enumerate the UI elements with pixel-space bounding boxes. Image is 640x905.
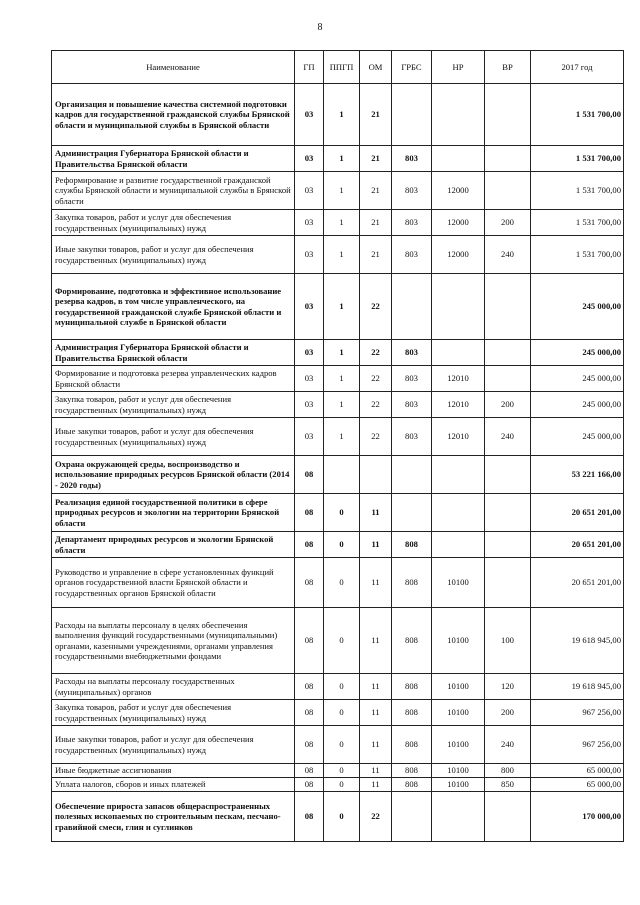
table-row	[52, 700, 624, 726]
table-row	[52, 392, 624, 418]
cell-om: 22	[360, 340, 392, 366]
cell-np: 10100	[432, 764, 485, 778]
cell-ppgp: 0	[324, 558, 360, 608]
cell-vr	[485, 366, 531, 392]
cell-sum: 19 618 945,00	[531, 674, 624, 700]
cell-np	[432, 274, 485, 340]
cell-ppgp: 0	[324, 700, 360, 726]
cell-name: Администрация Губернатора Брянской области и Правительства Брянской области	[52, 146, 295, 172]
cell-name: Закупка товаров, работ и услуг для обеспечения государственных (муниципальных) нужд	[52, 210, 295, 236]
cell-vr: 240	[485, 726, 531, 764]
cell-ppgp: 1	[324, 210, 360, 236]
header-name: Наименование	[52, 51, 295, 84]
cell-grbs: 803	[392, 366, 432, 392]
table-row	[52, 494, 624, 532]
cell-vr	[485, 172, 531, 210]
cell-sum: 170 000,00	[531, 792, 624, 842]
cell-om: 22	[360, 274, 392, 340]
header-grbs: ГРБС	[392, 51, 432, 84]
cell-name: Иные закупки товаров, работ и услуг для обеспечения государственных (муниципальных) нужд	[52, 236, 295, 274]
cell-grbs: 808	[392, 608, 432, 674]
cell-gp: 03	[295, 210, 324, 236]
table-row	[52, 674, 624, 700]
cell-name: Обеспечение прироста запасов общераспространенных полезных ископаемых по строительным пескам, песчано-гравийной смеси, глин и суглинков	[52, 792, 295, 842]
cell-gp: 08	[295, 494, 324, 532]
cell-grbs: 803	[392, 418, 432, 456]
cell-gp: 08	[295, 764, 324, 778]
cell-sum: 245 000,00	[531, 366, 624, 392]
table-row	[52, 340, 624, 366]
cell-sum: 53 221 166,00	[531, 456, 624, 494]
cell-gp: 03	[295, 236, 324, 274]
cell-gp: 03	[295, 146, 324, 172]
page-number: 8	[317, 22, 323, 33]
cell-name: Реформирование и развитие государственной гражданской службы Брянской области и муниципальной службы в Брянской области	[52, 172, 295, 210]
cell-np	[432, 494, 485, 532]
table-row	[52, 172, 624, 210]
cell-om: 11	[360, 778, 392, 792]
header-om: ОМ	[360, 51, 392, 84]
cell-sum: 245 000,00	[531, 274, 624, 340]
cell-om: 22	[360, 418, 392, 456]
cell-sum: 245 000,00	[531, 418, 624, 456]
cell-name: Уплата налогов, сборов и иных платежей	[52, 778, 295, 792]
cell-om: 21	[360, 210, 392, 236]
table-row	[52, 778, 624, 792]
cell-sum: 967 256,00	[531, 726, 624, 764]
cell-vr: 200	[485, 392, 531, 418]
cell-ppgp: 0	[324, 726, 360, 764]
cell-grbs	[392, 494, 432, 532]
cell-sum: 1 531 700,00	[531, 172, 624, 210]
cell-ppgp: 0	[324, 674, 360, 700]
cell-name: Организация и повышение качества системной подготовки кадров для государственной гражданской службы Брянской области и муниципальной службы в Брянской области	[52, 84, 295, 146]
cell-gp: 03	[295, 172, 324, 210]
cell-grbs: 808	[392, 764, 432, 778]
cell-om	[360, 456, 392, 494]
cell-grbs	[392, 792, 432, 842]
table-row	[52, 726, 624, 764]
table-body	[52, 84, 624, 842]
cell-grbs: 803	[392, 146, 432, 172]
cell-ppgp: 0	[324, 608, 360, 674]
cell-gp: 08	[295, 700, 324, 726]
table-row	[52, 366, 624, 392]
cell-sum: 20 651 201,00	[531, 494, 624, 532]
cell-om: 11	[360, 700, 392, 726]
cell-name: Закупка товаров, работ и услуг для обеспечения государственных (муниципальных) нужд	[52, 700, 295, 726]
cell-vr	[485, 494, 531, 532]
cell-name: Реализация единой государственной политики в сфере природных ресурсов и экологии на территории Брянской области	[52, 494, 295, 532]
cell-sum: 1 531 700,00	[531, 236, 624, 274]
cell-om: 11	[360, 558, 392, 608]
cell-om: 22	[360, 366, 392, 392]
cell-np: 10100	[432, 700, 485, 726]
cell-om: 21	[360, 146, 392, 172]
cell-vr	[485, 146, 531, 172]
cell-gp: 03	[295, 418, 324, 456]
cell-grbs: 808	[392, 700, 432, 726]
cell-ppgp: 1	[324, 366, 360, 392]
cell-ppgp: 1	[324, 274, 360, 340]
cell-grbs: 803	[392, 392, 432, 418]
cell-gp: 03	[295, 274, 324, 340]
cell-gp: 08	[295, 778, 324, 792]
cell-sum: 20 651 201,00	[531, 532, 624, 558]
cell-np: 10100	[432, 726, 485, 764]
cell-np: 10100	[432, 674, 485, 700]
cell-gp: 08	[295, 726, 324, 764]
cell-grbs: 803	[392, 236, 432, 274]
cell-gp: 08	[295, 608, 324, 674]
cell-vr	[485, 532, 531, 558]
cell-sum: 1 531 700,00	[531, 84, 624, 146]
cell-vr: 240	[485, 236, 531, 274]
cell-gp: 08	[295, 558, 324, 608]
cell-gp: 03	[295, 84, 324, 146]
cell-gp: 08	[295, 456, 324, 494]
cell-name: Руководство и управление в сфере установленных функций органов государственной власти Брянской области и государственных органов Брянской области	[52, 558, 295, 608]
cell-grbs: 808	[392, 532, 432, 558]
cell-vr	[485, 558, 531, 608]
cell-grbs: 803	[392, 172, 432, 210]
cell-ppgp: 1	[324, 340, 360, 366]
table-row	[52, 792, 624, 842]
cell-om: 21	[360, 236, 392, 274]
cell-vr: 100	[485, 608, 531, 674]
cell-name: Формирование и подготовка резерва управленческих кадров Брянской области	[52, 366, 295, 392]
cell-sum: 967 256,00	[531, 700, 624, 726]
cell-name: Расходы на выплаты персоналу государственных (муниципальных) органов	[52, 674, 295, 700]
cell-sum: 19 618 945,00	[531, 608, 624, 674]
cell-grbs	[392, 84, 432, 146]
cell-np	[432, 532, 485, 558]
cell-gp: 03	[295, 366, 324, 392]
cell-ppgp: 1	[324, 172, 360, 210]
cell-grbs: 808	[392, 778, 432, 792]
table-row	[52, 418, 624, 456]
cell-sum: 245 000,00	[531, 340, 624, 366]
cell-np: 10100	[432, 558, 485, 608]
cell-np: 12010	[432, 392, 485, 418]
table-row	[52, 764, 624, 778]
cell-np: 12010	[432, 418, 485, 456]
table-row	[52, 558, 624, 608]
cell-sum: 20 651 201,00	[531, 558, 624, 608]
cell-ppgp: 1	[324, 418, 360, 456]
cell-vr	[485, 456, 531, 494]
cell-grbs	[392, 456, 432, 494]
cell-np: 12000	[432, 236, 485, 274]
cell-ppgp	[324, 456, 360, 494]
cell-name: Иные закупки товаров, работ и услуг для обеспечения государственных (муниципальных) нужд	[52, 418, 295, 456]
cell-sum: 1 531 700,00	[531, 146, 624, 172]
cell-ppgp: 1	[324, 146, 360, 172]
cell-om: 11	[360, 532, 392, 558]
cell-vr: 240	[485, 418, 531, 456]
cell-sum: 1 531 700,00	[531, 210, 624, 236]
header-np: НР	[432, 51, 485, 84]
cell-name: Администрация Губернатора Брянской области и Правительства Брянской области	[52, 340, 295, 366]
cell-ppgp: 1	[324, 84, 360, 146]
cell-name: Охрана окружающей среды, воспроизводство и использование природных ресурсов Брянской области (2014 - 2020 годы)	[52, 456, 295, 494]
cell-grbs: 808	[392, 726, 432, 764]
header-gp: ГП	[295, 51, 324, 84]
cell-vr: 800	[485, 764, 531, 778]
cell-np	[432, 340, 485, 366]
cell-vr	[485, 792, 531, 842]
cell-ppgp: 0	[324, 494, 360, 532]
header-ppgp: ППГП	[324, 51, 360, 84]
table-row	[52, 210, 624, 236]
cell-np: 12000	[432, 172, 485, 210]
cell-om: 11	[360, 494, 392, 532]
cell-ppgp: 0	[324, 532, 360, 558]
cell-name: Иные закупки товаров, работ и услуг для обеспечения государственных (муниципальных) нужд	[52, 726, 295, 764]
cell-ppgp: 1	[324, 236, 360, 274]
cell-grbs: 803	[392, 340, 432, 366]
cell-name: Департамент природных ресурсов и экологии Брянской области	[52, 532, 295, 558]
table-row	[52, 84, 624, 146]
cell-sum: 245 000,00	[531, 392, 624, 418]
cell-vr: 200	[485, 700, 531, 726]
cell-om: 22	[360, 392, 392, 418]
table-row	[52, 608, 624, 674]
table-row	[52, 274, 624, 340]
budget-table	[51, 50, 624, 842]
cell-om: 22	[360, 792, 392, 842]
table-row	[52, 146, 624, 172]
cell-grbs	[392, 274, 432, 340]
header-vr: ВР	[485, 51, 531, 84]
table-row	[52, 456, 624, 494]
cell-gp: 08	[295, 674, 324, 700]
cell-grbs: 808	[392, 674, 432, 700]
cell-name: Расходы на выплаты персоналу в целях обеспечения выполнения функций государственными (муниципальными) органами, казенными учреждениями, органами управления государственными внебюджетными фондами	[52, 608, 295, 674]
cell-name: Иные бюджетные ассигнования	[52, 764, 295, 778]
cell-np	[432, 792, 485, 842]
table-header-row	[52, 51, 624, 84]
table-row	[52, 236, 624, 274]
cell-name: Закупка товаров, работ и услуг для обеспечения государственных (муниципальных) нужд	[52, 392, 295, 418]
cell-gp: 08	[295, 532, 324, 558]
cell-ppgp: 0	[324, 778, 360, 792]
cell-gp: 08	[295, 792, 324, 842]
cell-vr: 200	[485, 210, 531, 236]
header-year: 2017 год	[531, 51, 624, 84]
cell-name: Формирование, подготовка и эффективное использование резерва кадров, в том числе управленческого, на государственной гражданской службе Брянской области и муниципальной службе в Брянской области	[52, 274, 295, 340]
cell-ppgp: 1	[324, 392, 360, 418]
cell-vr: 850	[485, 778, 531, 792]
cell-np	[432, 84, 485, 146]
cell-vr: 120	[485, 674, 531, 700]
cell-np	[432, 146, 485, 172]
cell-vr	[485, 274, 531, 340]
cell-sum: 65 000,00	[531, 764, 624, 778]
cell-om: 11	[360, 608, 392, 674]
cell-np: 12010	[432, 366, 485, 392]
cell-om: 11	[360, 764, 392, 778]
cell-np: 10100	[432, 778, 485, 792]
table-row	[52, 532, 624, 558]
cell-np: 12000	[432, 210, 485, 236]
cell-ppgp: 0	[324, 764, 360, 778]
cell-np	[432, 456, 485, 494]
cell-gp: 03	[295, 340, 324, 366]
cell-om: 11	[360, 726, 392, 764]
cell-sum: 65 000,00	[531, 778, 624, 792]
cell-ppgp: 0	[324, 792, 360, 842]
cell-om: 21	[360, 172, 392, 210]
cell-gp: 03	[295, 392, 324, 418]
cell-vr	[485, 84, 531, 146]
cell-om: 21	[360, 84, 392, 146]
cell-om: 11	[360, 674, 392, 700]
cell-np: 10100	[432, 608, 485, 674]
cell-grbs: 803	[392, 210, 432, 236]
cell-grbs: 808	[392, 558, 432, 608]
cell-vr	[485, 340, 531, 366]
